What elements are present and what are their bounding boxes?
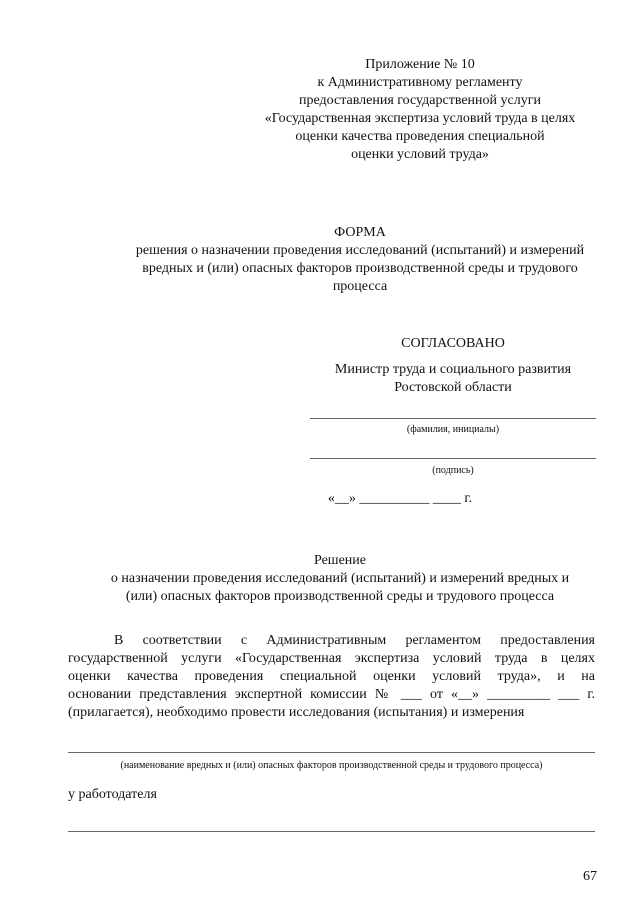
form-title: ФОРМА <box>334 225 386 240</box>
body-line: государственной услуги «Государственная экспертиза условий труда в целях <box>68 651 595 666</box>
appendix-line: к Административному регламенту <box>317 75 523 90</box>
body-line: В соответствии с Административным регламентом предоставления <box>114 633 595 648</box>
body-line: (прилагается), необходимо провести исследования (испытания) и измерения <box>68 705 525 720</box>
name-line <box>310 418 596 419</box>
name-caption: (фамилия, инициалы) <box>406 424 500 435</box>
signature-line <box>310 458 596 459</box>
body-paragraph <box>68 632 595 722</box>
form-subtitle-line: решения о назначении проведения исследований (испытаний) и измерений <box>135 243 585 258</box>
decision-subtitle-line: (или) опасных факторов производственной среды и трудового процесса <box>125 589 555 604</box>
employer-label: у работодателя <box>68 787 157 802</box>
form-subtitle-line: вредных и (или) опасных факторов производственной среды и трудового <box>142 261 578 276</box>
body-line: оценки качества проведения специальной оценки условий труда», и на <box>68 669 595 684</box>
appendix-line: «Государственная экспертиза условий труда в целях <box>264 111 576 126</box>
page-number: 67 <box>583 869 597 884</box>
form-title-block <box>60 224 640 296</box>
approval-position-line: Министр труда и социального развития <box>334 362 572 377</box>
appendix-header <box>250 56 590 164</box>
approval-heading: СОГЛАСОВАНО <box>401 336 505 351</box>
approval-date: «__» __________ ____ г. <box>327 491 473 506</box>
appendix-line: предоставления государственной услуги <box>299 93 541 108</box>
decision-title: Решение <box>313 553 366 568</box>
form-subtitle-line: процесса <box>332 279 388 294</box>
decision-title-block <box>40 552 640 606</box>
factors-caption: (наименование вредных и (или) опасных факторов производственной среды и трудового процесса) <box>120 760 543 771</box>
employer-line <box>68 831 595 832</box>
factors-line <box>68 752 595 753</box>
decision-subtitle-line: о назначении проведения исследований (испытаний) и измерений вредных и <box>110 571 570 586</box>
approval-position <box>310 361 596 397</box>
appendix-line: оценки условий труда» <box>351 147 489 162</box>
appendix-line: оценки качества проведения специальной <box>295 129 545 144</box>
body-line: основании представления экспертной комиссии № ___ от «__» _________ ___ г. <box>68 687 595 702</box>
appendix-number: Приложение № 10 <box>365 57 475 72</box>
approval-position-line: Ростовской области <box>394 380 512 395</box>
signature-caption: (подпись) <box>432 465 474 476</box>
